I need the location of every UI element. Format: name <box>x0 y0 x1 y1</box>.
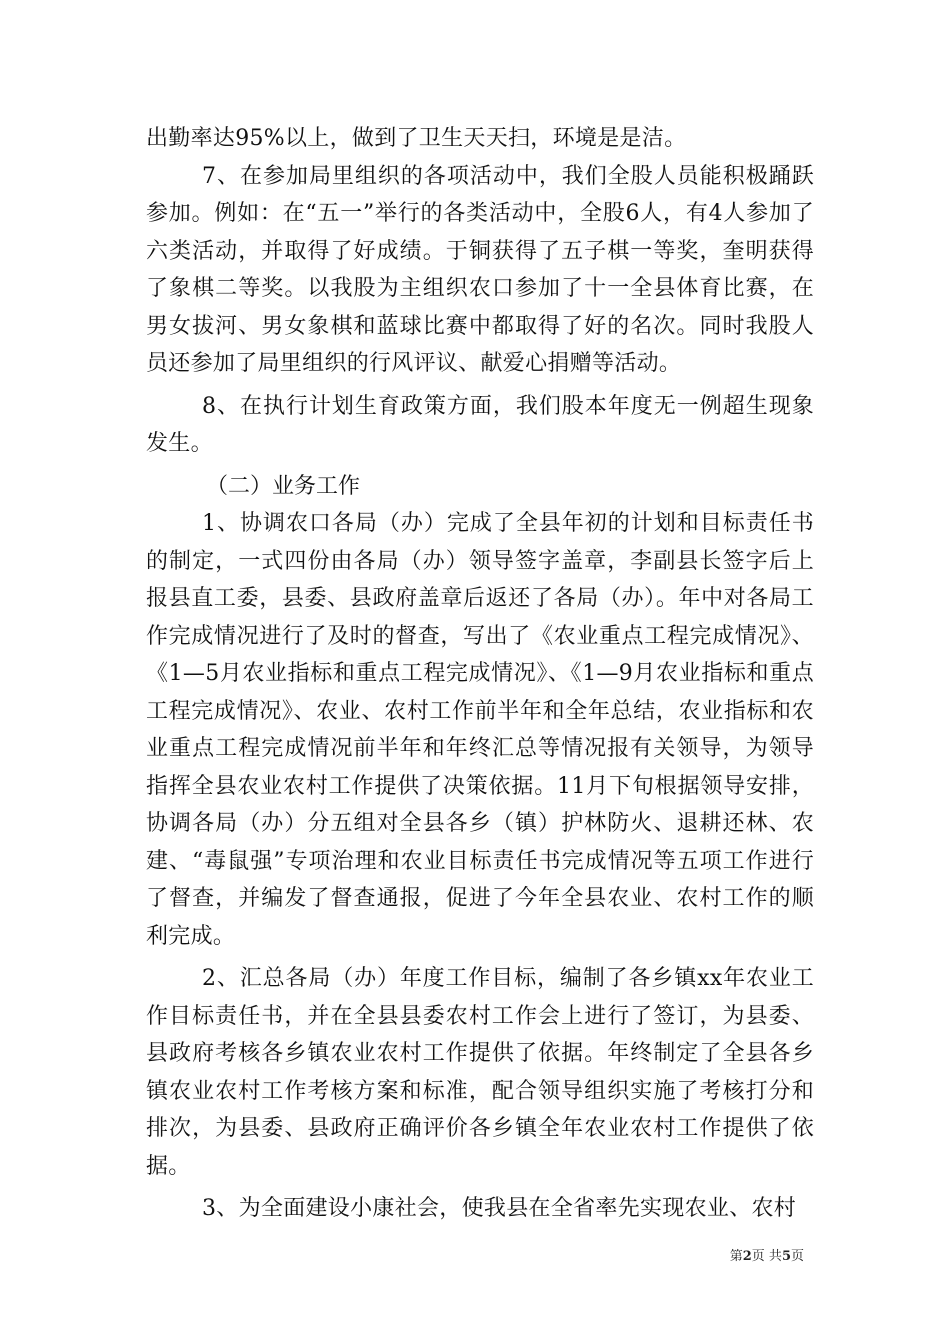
paragraph-business-3: 3、为全面建设小康社会，使我县在全省率先实现农业、农村 <box>202 1196 797 1221</box>
paragraph-continued: 出勤率达95%以上，做到了卫生天天扫，环境是是洁。 <box>146 126 687 151</box>
document-body <box>146 120 814 1228</box>
page-number-footer <box>730 1248 804 1266</box>
paragraph-business-1: 1、协调农口各局（办）完成了全县年初的计划和目标责任书的制定，一式四份由各局（办）领导签字盖章，李副县长签字后上报县直工委，县委、县政府盖章后返还了各局（办）。年中对各局工作完成情况进行了及时的督查，写出了《农业重点工程完成情况》、《1—5月农业指标和重点工程完成情况》、《1—9月农业指标和重点工程完成情况》、农业、农村工作前半年和全年总结，农业指标和农业重点工程完成情况前半年和年终汇总等情况报有关领导，为领导指挥全县农业农村工作提供了决策依据。11月下旬根据领导安排，协调各局（办）分五组对全县各乡（镇）护林防火、退耕还林、农建、“毒鼠强”专项治理和农业目标责任书完成情况等五项工作进行了督查，并编发了督查通报，促进了今年全县农业、农村工作的顺利完成。 <box>146 511 814 949</box>
footer-prefix: 第 <box>729 1249 743 1264</box>
footer-suffix: 页 <box>790 1249 804 1264</box>
footer-total-pages: 5 <box>781 1249 791 1264</box>
section-heading-business: （二）业务工作 <box>206 473 361 499</box>
footer-current-page: 2 <box>742 1249 752 1264</box>
footer-middle: 页 共 <box>751 1249 782 1264</box>
paragraph-business-2: 2、汇总各局（办）年度工作目标，编制了各乡镇xx年农业工作目标责任书，并在全县县委农村工作会上进行了签订，为县委、县政府考核各乡镇农业农村工作提供了依据。年终制定了全县各乡镇农业农村工作考核方案和标准，配合领导组织实施了考核打分和排次，为县委、县政府正确评价各乡镇全年农业农村工作提供了依据。 <box>146 966 814 1179</box>
paragraph-item-7: 7、在参加局里组织的各项活动中，我们全股人员能积极踊跃参加。例如：在“五一”举行的各类活动中，全股6人，有4人参加了六类活动，并取得了好成绩。于铜获得了五子棋一等奖，奎明获得了象棋二等奖。以我股为主组织农口参加了十一全县体育比赛，在男女拔河、男女象棋和蓝球比赛中都取得了好的名次。同时我股人员还参加了局里组织的行风评议、献爱心捐赠等活动。 <box>146 163 814 376</box>
paragraph-item-8: 8、在执行计划生育政策方面，我们股本年度无一例超生现象发生。 <box>146 393 814 456</box>
